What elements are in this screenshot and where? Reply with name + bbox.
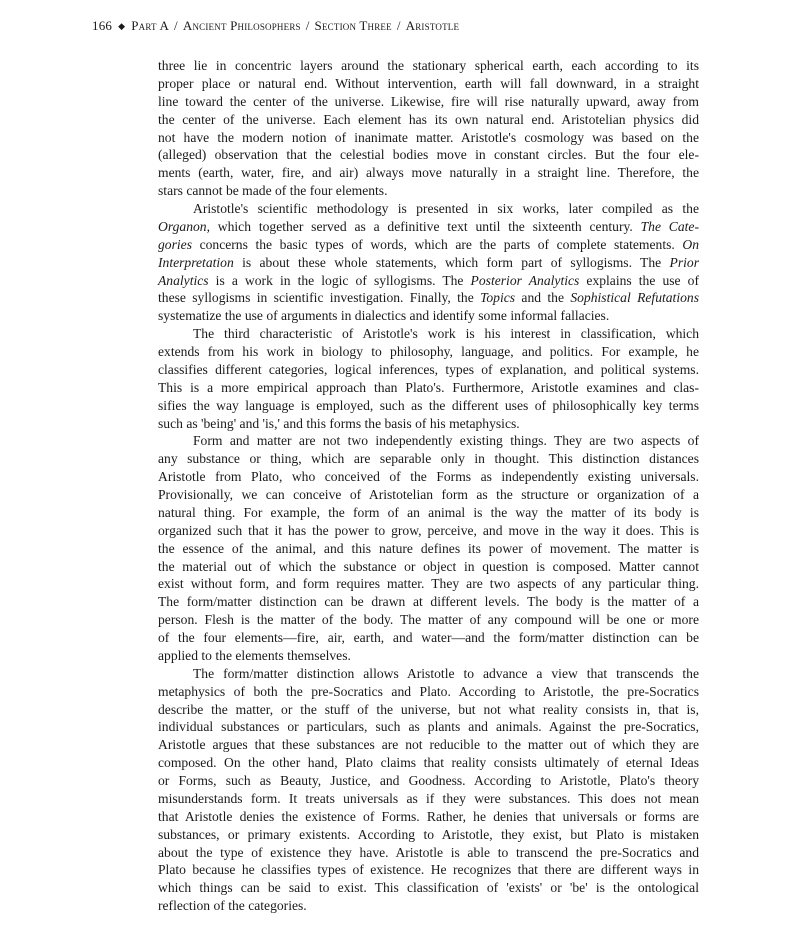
- text-line: ments (earth, water, fire, and air) always move naturally in a straight line. Therefore, the: [158, 165, 699, 181]
- text-line: line toward the center of the universe. Likewise, fire will rise naturally upward, away from: [158, 93, 699, 109]
- running-header: [92, 18, 459, 34]
- text-line: composed. On the other hand, Plato claims that reality consists ultimately of eternal Ideas: [158, 755, 699, 771]
- text-line: Aristotle's scientific methodology is presented in six works, later compiled as the: [193, 201, 699, 216]
- italic-title: Posterior Analytics: [470, 272, 580, 288]
- text-line: three lie in concentric layers around the stationary spherical earth, each according to its: [158, 58, 699, 73]
- text-line: about the type of existence they have. Aristotle is able to transcend the pre-Socratics and: [158, 844, 699, 860]
- text-line: the material out of which the substance or object in question is composed. Matter cannot: [158, 558, 699, 574]
- text-line: the essence of the animal, and this nature defines its power of movement. The matter is: [158, 540, 699, 556]
- text-line: individual substances or particulars, such as plants and animals. Against the pre-Socratics,: [158, 719, 699, 735]
- text-line: metaphysics of both the pre-Socratics and Plato. According to Aristotle, the pre-Socratics: [158, 683, 699, 699]
- text-line: describe the matter, or the stuff of the universe, but not what reality consists in, that is,: [158, 701, 699, 717]
- text-line: extends from his work in biology to philosophy, language, and politics. For example, he: [158, 344, 699, 359]
- text-run: these syllogisms in scientific investigation. Finally, the: [158, 290, 481, 306]
- text-line: exist without form, and form requires matter. They are two aspects of any particular thing.: [158, 576, 699, 592]
- text-line: The third characteristic of Aristotle's work is his interest in classification, which: [193, 326, 699, 342]
- text-line: This is a more empirical approach than Plato's. Furthermore, Aristotle examines and clas-: [158, 379, 699, 395]
- text-line: [158, 254, 699, 272]
- text-line: stars cannot be made of the four elements.: [158, 183, 388, 199]
- header-separator: /: [174, 18, 178, 33]
- header-section: Section Three: [314, 18, 392, 33]
- text-line: not have the modern notion of inanimate matter. Aristotle's cosmology was based on the: [158, 129, 699, 145]
- text-run: concerns the basic types of words, which are the parts of complete statements.: [191, 236, 683, 252]
- italic-title: Analytics: [158, 272, 209, 288]
- text-run: and the: [515, 290, 571, 306]
- text-line: substances, or primary existents. According to Aristotle, they exist, but Plato is mistaken: [158, 826, 699, 842]
- text-line: classifies different categories, logical inferences, types of explanation, and political systems.: [158, 361, 699, 377]
- text-line: Aristotle argues that these substances are not reducible to the matter out of which they are: [158, 737, 699, 753]
- text-run: is about these whole statements, which form part of syllogisms. The: [233, 254, 670, 270]
- italic-title: gories: [158, 236, 192, 252]
- text-line: Aristotle from Plato, who conceived of the Forms as independently existing universals.: [158, 469, 699, 485]
- header-part: Part A: [131, 18, 170, 33]
- text-line: reflection of the categories.: [158, 898, 307, 914]
- header-separator: /: [396, 18, 401, 33]
- text-line: [158, 289, 699, 307]
- text-line: applied to the elements themselves.: [158, 647, 351, 663]
- text-line: (alleged) observation that the celestial bodies move in constant circles. But the four ele-: [158, 147, 699, 163]
- text-line: The form/matter distinction can be drawn at different levels. The body is the matter of a: [158, 594, 699, 610]
- text-line: Provisionally, we can conceive of Aristotelian form as the structure or organization of a: [158, 487, 699, 502]
- text-line: any substance or thing, which are separable only in thought. This distinction distances: [158, 451, 699, 467]
- text-line: Form and matter are not two independently existing things. They are two aspects of: [193, 433, 699, 449]
- italic-title: The Cate-: [640, 218, 699, 234]
- text-line: natural thing. For example, the form of an animal is the way the matter of its body is: [158, 504, 699, 520]
- italic-title: Sophistical Refutations: [570, 290, 699, 306]
- text-line: misunderstands form. It treats universals as if they were substances. This does not mean: [158, 790, 699, 806]
- text-line: [158, 218, 699, 236]
- text-line: [158, 236, 699, 254]
- text-run: explains the use of: [579, 272, 699, 288]
- text-line: such as 'being' and 'is,' and this forms the basis of his metaphysics.: [158, 415, 520, 431]
- italic-title: Interpretation: [158, 254, 234, 270]
- text-line: that Aristotle denies the existence of Forms. Rather, he denies that universals or forms are: [158, 808, 699, 824]
- text-line: systematize the use of arguments in dialectics and identify some informal fallacies.: [158, 308, 610, 324]
- text-line: sifies the way language is employed, such as the different uses of philosophically key terms: [158, 397, 699, 413]
- header-chapter: Aristotle: [405, 18, 460, 33]
- italic-title: Topics: [480, 290, 516, 306]
- header-separator: /: [305, 18, 310, 33]
- italic-title: Prior: [669, 254, 699, 270]
- body-text: [158, 57, 699, 915]
- diamond-ornament-icon: ◆: [118, 21, 126, 31]
- italic-title: On: [682, 236, 699, 252]
- page-number: 166: [92, 18, 113, 33]
- text-line: Plato because he classifies types of existence. He recognizes that there are different ways in: [158, 862, 699, 878]
- text-line: or Forms, such as Beauty, Justice, and Goodness. According to Aristotle, Plato's theory: [158, 773, 699, 788]
- text-line: the center of the universe. Each element has its own natural end. Aristotelian physics did: [158, 111, 699, 127]
- text-line: proper place or natural end. Without intervention, earth will fall downward, in a straight: [158, 75, 699, 91]
- text-run: , which together served as a definitive text until the sixteenth century.: [206, 218, 641, 234]
- text-line: The form/matter distinction allows Aristotle to advance a view that transcends the: [193, 665, 699, 681]
- text-line: of the four elements—fire, air, earth, and water—and the form/matter distinction can be: [158, 630, 699, 645]
- header-section-title: Ancient Philosophers: [182, 18, 301, 33]
- text-run: is a work in the logic of syllogisms. The: [208, 272, 471, 288]
- italic-title: Organon: [158, 218, 207, 234]
- text-line: person. Flesh is the matter of the body. The matter of any compound will be one or more: [158, 612, 699, 628]
- text-line: which things can be said to exist. This classification of 'exists' or 'be' is the ontological: [158, 880, 699, 896]
- text-line: organized such that it has the power to grow, perceive, and move in the way it does. This is: [158, 522, 699, 538]
- text-line: [158, 272, 699, 290]
